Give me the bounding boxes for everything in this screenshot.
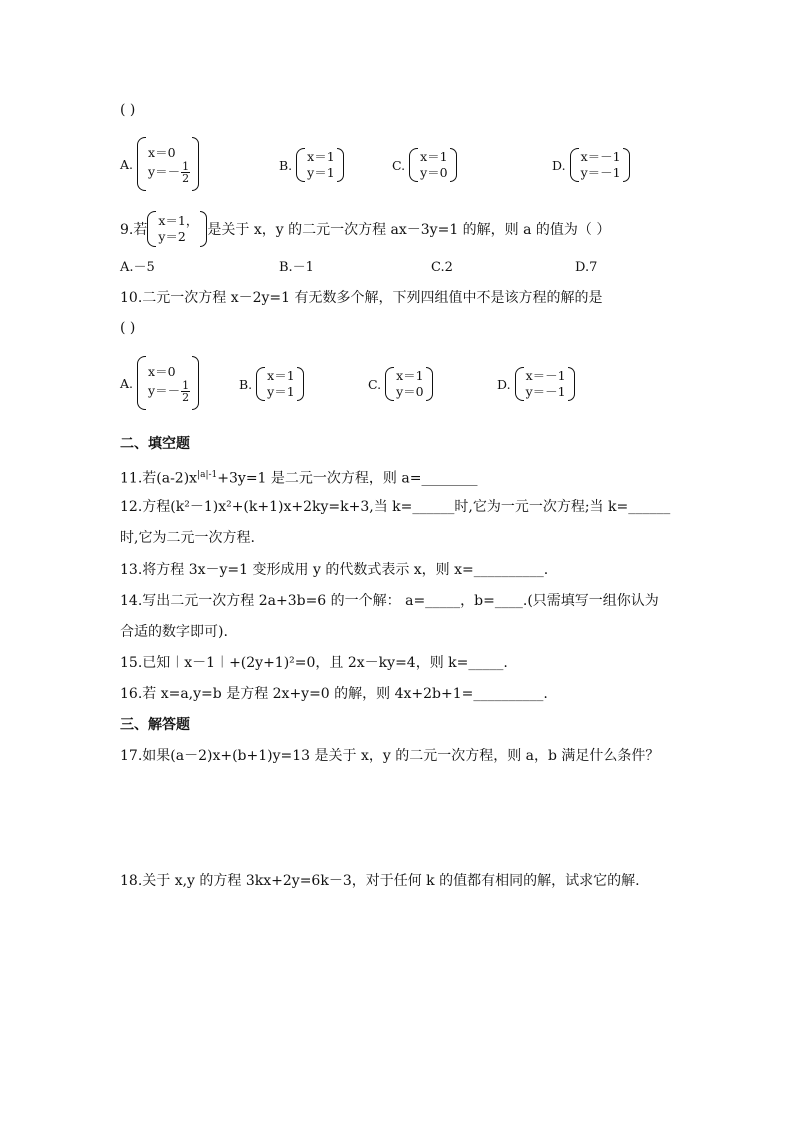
option-label: C. <box>392 157 406 173</box>
equation: y＝2 <box>158 229 186 244</box>
equation-prefix: y＝－ <box>148 164 181 179</box>
right-paren <box>450 148 457 182</box>
equation: y＝－1 <box>525 384 566 399</box>
q9-option-a: A.－5 <box>120 260 155 275</box>
left-brace <box>137 356 146 410</box>
q14-line1: 14.写出二元一次方程 2a+3b=6 的一个解： a=_____，b=____.(只需填写一组你认为 <box>120 593 659 609</box>
q12-line2: 时,它为二元一次方程. <box>120 530 255 546</box>
section-heading-fill-in: 二、填空题 <box>120 436 190 452</box>
equation: y＝0 <box>420 165 448 180</box>
left-brace <box>147 211 156 247</box>
fraction-numerator: 1 <box>182 378 190 392</box>
equation: x＝1 <box>307 149 335 164</box>
option-label: C. <box>368 376 382 392</box>
q15: 15.已知︱x－1︱+(2y+1)²=0，且 2x－ky=4，则 k=_____. <box>120 655 508 671</box>
q9-option-c: C.2 <box>431 260 453 275</box>
equation: x＝0 <box>148 144 176 160</box>
equation: x＝1， <box>158 213 199 228</box>
q10-question: 10.二元一次方程 x－2y=1 有无数多个解，下列四组值中不是该方程的解的是 <box>120 290 603 306</box>
q17: 17.如果(a－2)x+(b+1)y=13 是关于 x，y 的二元一次方程，则 a，b 满足什么条件？ <box>120 748 660 764</box>
q13: 13.将方程 3x－y=1 变形成用 y 的代数式表示 x，则 x=__________. <box>120 562 549 578</box>
equation: y＝0 <box>396 384 424 399</box>
q8-option-b <box>279 148 344 182</box>
right-paren <box>623 148 630 182</box>
equation: x＝－1 <box>580 149 621 164</box>
q16: 16.若 x=a,y=b 是方程 2x+y=0 的解，则 4x+2b+1=__________. <box>120 686 548 702</box>
left-brace <box>137 137 146 191</box>
q8-option-a <box>120 137 199 191</box>
right-paren <box>192 356 199 410</box>
equation: y＝1 <box>307 165 335 180</box>
q9-prefix: 9.若 <box>120 222 148 238</box>
equation: x＝－1 <box>525 368 566 383</box>
fraction <box>181 161 190 184</box>
q10-option-c <box>368 367 433 401</box>
left-brace <box>570 148 579 182</box>
equation: x＝1 <box>396 368 424 383</box>
equation: y＝1 <box>267 384 295 399</box>
q10-option-d <box>497 367 575 401</box>
option-label: B. <box>279 157 293 173</box>
option-label: D. <box>552 157 566 173</box>
q10-answer-paren: ( ) <box>120 320 136 336</box>
option-label: B. <box>239 376 253 392</box>
right-paren <box>568 367 575 401</box>
equation: y＝－1 <box>580 165 621 180</box>
left-brace <box>515 367 524 401</box>
q9-option-d: D.7 <box>575 260 598 275</box>
q10-option-a <box>120 356 199 410</box>
equation <box>148 161 190 184</box>
q8-answer-paren: ( ) <box>120 102 136 118</box>
equation <box>148 380 190 403</box>
section-heading-solve: 三、解答题 <box>120 717 190 733</box>
q18: 18.关于 x,y 的方程 3kx+2y=6k－3，对于任何 k 的值都有相同的解，试求它的解. <box>120 873 640 889</box>
right-paren <box>192 137 199 191</box>
equation: x＝1 <box>420 149 448 164</box>
option-label: D. <box>497 376 511 392</box>
q11-part-b: +3y=1 是二元一次方程，则 a=________ <box>217 470 478 487</box>
q11 <box>120 466 477 488</box>
equation-prefix: y＝－ <box>148 383 181 398</box>
fraction <box>181 380 190 403</box>
q8-option-d <box>552 148 630 182</box>
q12-line1: 12.方程(k²－1)x²+(k+1)x+2ky=k+3,当 k=______时,它为一元一次方程;当 k=______ <box>120 499 671 515</box>
q9-option-b: B.－1 <box>279 260 314 275</box>
q10-option-b <box>239 367 304 401</box>
left-brace <box>296 148 305 182</box>
left-brace <box>409 148 418 182</box>
equation: x＝1 <box>267 368 295 383</box>
fraction-numerator: 1 <box>182 159 190 173</box>
right-paren <box>200 211 207 247</box>
q9-question <box>120 211 610 247</box>
option-label: A. <box>120 156 134 172</box>
q11-exponent: |a|-1 <box>197 470 218 480</box>
fraction-denominator: 2 <box>182 171 190 185</box>
q8-option-c <box>392 148 457 182</box>
left-brace <box>256 367 265 401</box>
right-paren <box>297 367 304 401</box>
q9-text: 是关于 x，y 的二元一次方程 ax－3y=1 的解，则 a 的值为（ ） <box>207 222 611 238</box>
right-paren <box>426 367 433 401</box>
fraction-denominator: 2 <box>182 390 190 404</box>
equation: x＝0 <box>148 363 176 379</box>
left-brace <box>385 367 394 401</box>
right-paren <box>337 148 344 182</box>
q14-line2: 合适的数字即可). <box>120 624 228 640</box>
q11-part-a: 11.若(a-2)x <box>120 470 198 487</box>
option-label: A. <box>120 375 134 391</box>
